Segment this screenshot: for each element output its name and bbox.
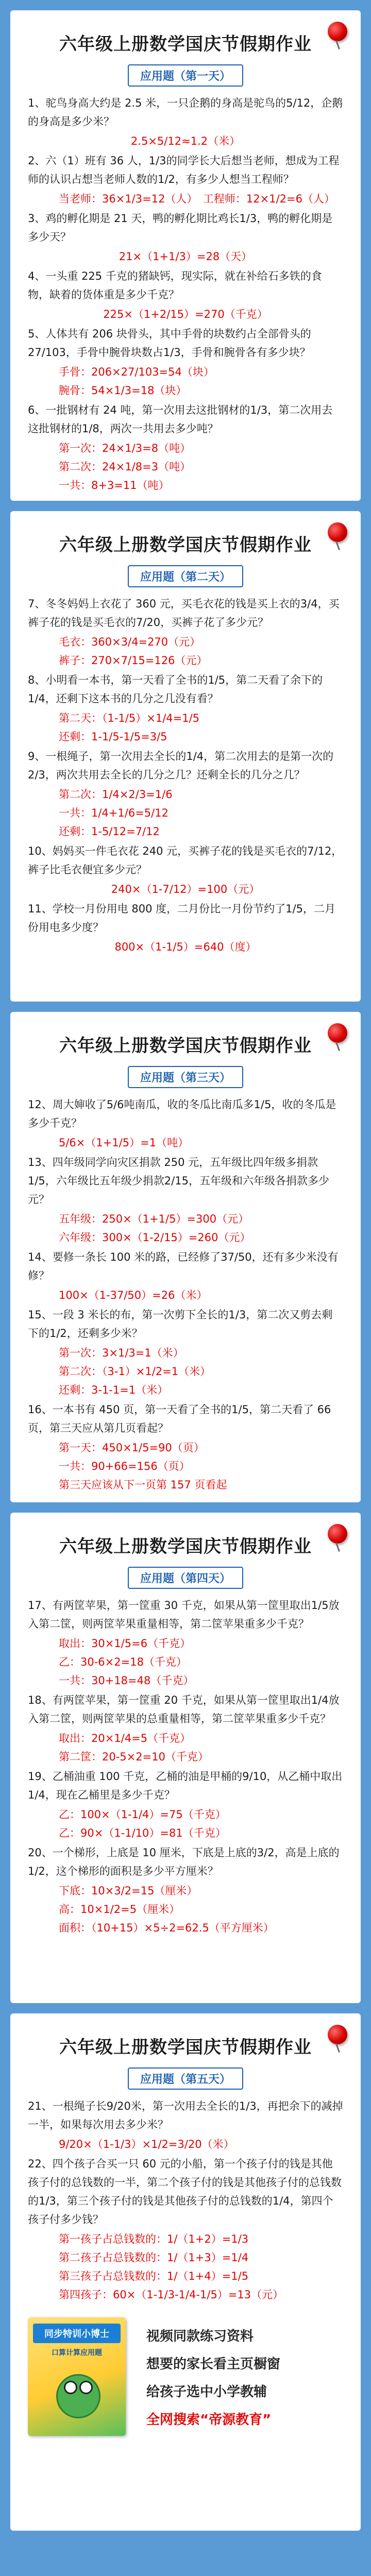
promo-line: 给孩子选中小学教辅 (146, 2384, 267, 2400)
question: 13、四年级同学向灾区捐款 250 元，五年级比四年级多捐款1/5，六年级比五年级少捐款2/15，五年级和六年级各捐款多少元？ (28, 1156, 329, 1206)
answer: 21×（1+1/3）=28（天） (119, 250, 252, 263)
pushpin-icon (328, 522, 347, 542)
answer: 第三孩子占总钱数的：1/（1+4）=1/5 (59, 2270, 249, 2282)
answer: 腕骨：54×1/3=18（块） (59, 384, 187, 397)
section-badge: 应用题（第一天） (128, 64, 243, 87)
section-badge: 应用题（第三天） (128, 1066, 243, 1088)
question: 5、人体共有 206 块骨头，其中手骨的块数约占全部骨头的27/103，手骨中腕骨块数占1/3，手骨和腕骨各有多少块？ (28, 328, 311, 359)
frog-mascot-icon (56, 2374, 100, 2418)
card-title: 六年级上册数学国庆节假期作业 (59, 535, 312, 555)
card-title: 六年级上册数学国庆节假期作业 (59, 2037, 312, 2058)
answer: 面积：（10+15）×5÷2=62.5（平方厘米） (59, 1922, 274, 1934)
question: 21、一根绳子长9/20米，第一次用去全长的1/3，再把余下的减掉一半，如果每次用去多少米？ (28, 2100, 343, 2131)
answer: 还剩：1-5/12=7/12 (59, 825, 160, 838)
question: 8、小明看一本书，第一天看了全书的1/5，第二天看了余下的1/4，还剩下这本书的几分之几没有看？ (28, 674, 323, 705)
answer: 取出：20×1/4=5（千克） (59, 1732, 191, 1744)
page (0, 10, 371, 2531)
answer: 240×（1-7/12）=100（元） (111, 883, 260, 895)
question: 14、要修一条长 100 米的路，已经修了37/50，还有多少米没有修？ (28, 1251, 339, 1282)
question: 2、六（1）班有 36 人，1/3的同学长大后想当老师，想成为工程师的认识占想当老师人数的1/2，有多少人想当工程师？ (28, 155, 340, 185)
answer: 一共：30+18=48（千克） (59, 1674, 194, 1687)
pushpin-icon (328, 22, 347, 41)
workbook-cover-image (28, 2317, 126, 2436)
answer: 高：10×1/2=5（厘米） (59, 1903, 180, 1916)
answer: 乙：90×（1-1/10）=81（千克） (59, 1827, 226, 1839)
question: 18、有两筐苹果，第一筐重 20 千克，如果从第一筐里取出1/4放入第二筐，则两筐苹果的总重量相等，第二筐苹果重多少千克？ (28, 1694, 340, 1725)
answer: 第一天：450×1/5=90（页） (59, 1442, 205, 1454)
section-badge: 应用题（第二天） (128, 565, 243, 587)
answer: 裤子：270×7/15=126（元） (59, 654, 208, 667)
workbook-title: 同步特训小博士 (33, 2324, 121, 2343)
homework-card-day4 (10, 1513, 361, 2003)
pushpin-icon (328, 1524, 347, 1544)
answer: 第二次：1/4×2/3=1/6 (59, 788, 173, 801)
card-title: 六年级上册数学国庆节假期作业 (59, 1536, 312, 1557)
answer: 第二次：24×1/8=3（吨） (59, 461, 191, 473)
section-badge: 应用题（第五天） (128, 2067, 243, 2090)
answer: 一共：1/4+1/6=5/12 (59, 807, 168, 819)
answer: 取出：30×1/5=6（千克） (59, 1637, 191, 1650)
answer: 100×（1-37/50）=26（米） (59, 1289, 208, 1301)
answer: 第二次：（3-1）×1/2=1（米） (59, 1365, 211, 1378)
answer: 乙：30-6×2=18（千克） (59, 1656, 187, 1668)
question: 16、一本书有 450 页，第一天看了全书的1/5，第二天看了 66 页，第三天应从第几页看起？ (28, 1403, 331, 1434)
question: 12、周大婶收了5/6吨南瓜，收的冬瓜比南瓜多1/5，收的冬瓜是多少千克？ (28, 1098, 336, 1129)
answer: 还剩：3-1-1=1（米） (59, 1384, 168, 1396)
answer: 第二天：（1-1/5）×1/4=1/5 (59, 712, 200, 724)
question: 7、冬冬妈妈上衣花了 360 元，买毛衣花的钱是买上衣的3/4，买裤子花的钱是买毛衣的7/20，买裤子花了多少元？ (28, 598, 340, 629)
question: 17、有两筐苹果，第一筐重 30 千克，如果从第一筐里取出1/5放入第二筐，则两筐苹果重量相等，第二筐苹果重多少千克？ (28, 1599, 340, 1630)
answer: 还剩：1-1/5-1/5=3/5 (59, 731, 167, 743)
answer: 第一次：24×1/3=8（吨） (59, 442, 191, 454)
answer: 一共：8+3=11（吨） (59, 479, 170, 492)
answer: 第二筐：20-5×2=10（千克） (59, 1751, 209, 1763)
homework-card-day5 (10, 2013, 361, 2531)
card-title: 六年级上册数学国庆节假期作业 (59, 1036, 312, 1056)
answer: 毛衣：360×3/4=270（元） (59, 636, 201, 648)
answer: 六年级：300×（1-2/15）=260（元） (59, 1231, 251, 1244)
answer: 一共：90+66=156（页） (59, 1460, 190, 1472)
question: 4、一头重 225 千克的猪缺钙，现实际，就在补给石多铁的食物，缺着的货体重是多少千克？ (28, 270, 322, 301)
question: 22、四个孩子合买一只 60 元的小船，第一个孩子付的钱是其他孩子付的总钱数的一半，第二个孩子付的钱是其他孩子付的总钱数的1/3，第三个孩子付的钱是其他孩子付的总钱数的1/4，第四个孩子付多少钱？ (28, 2158, 342, 2226)
question: 19、乙桶油重 100 千克，乙桶的油是甲桶的9/10，从乙桶中取出1/4，现在乙桶里是多少千克？ (28, 1770, 343, 1801)
promo-line: 全网搜索“帝源教育” (146, 2412, 272, 2428)
section-badge: 应用题（第四天） (128, 1567, 243, 1589)
promo-line: 想要的家长看主页橱窗 (146, 2357, 281, 2372)
promo-line: 视频同款练习资料 (146, 2329, 254, 2344)
answer: 第一次：3×1/3=1（米） (59, 1347, 184, 1359)
answer: 225×（1+2/15）=270（千克） (103, 308, 268, 320)
answer: 手骨：206×27/103=54（块） (59, 366, 214, 378)
question: 10、妈妈买一件毛衣花 240 元，买裤子花的钱是买毛衣的7/12，裤子比毛衣便宜多少元？ (28, 845, 343, 876)
question: 15、一段 3 米长的布，第一次剪下全长的1/3，第二次又剪去剩下的1/2，还剩多少米？ (28, 1309, 333, 1340)
answer: 下底：10×3/2=15（厘米） (59, 1885, 198, 1897)
answer: 当老师：36×1/3=12（人） 工程师：12×1/2=6（人） (59, 193, 335, 205)
pushpin-icon (328, 2025, 347, 2044)
answer: 第二孩子占总钱数的：1/（1+3）=1/4 (59, 2251, 249, 2264)
question: 11、学校一月份用电 800 度，二月份比一月份节约了1/5，二月份用电多少度？ (28, 903, 335, 934)
answer: 乙：100×（1-1/4）=75（千克） (59, 1808, 226, 1821)
question: 1、驼鸟身高大约是 2.5 米，一只企鹅的身高是驼鸟的5/12，企鹅的身高是多少米？ (28, 97, 343, 128)
promo-text (146, 2317, 280, 2434)
card-title: 六年级上册数学国庆节假期作业 (59, 34, 312, 55)
question: 9、一根绳子，第一次用去全长的1/4，第二次用去的是第一次的2/3，两次共用去全长的几分之几？还剩全长的几分之几？ (28, 750, 334, 781)
pushpin-icon (328, 1023, 347, 1043)
question: 6、一批钢材有 24 吨，第一次用去这批钢材的1/3，第二次用去这批钢材的1/8，两次一共用去多少吨？ (28, 404, 333, 435)
promo-block (28, 2317, 343, 2436)
answer: 第四孩子：60×（1-1/3-1/4-1/5）=13（元） (59, 2289, 284, 2301)
answer: 9/20×（1-1/3）×1/2=3/20（米） (59, 2138, 234, 2150)
workbook-subtitle: 口算计算应用题 (52, 2349, 102, 2357)
answer: 第一孩子占总钱数的：1/（1+2）=1/3 (59, 2233, 249, 2245)
homework-card-day3 (10, 1012, 361, 1502)
answer: 5/6×（1+1/5）=1（吨） (59, 1137, 189, 1149)
question: 20、一个梯形，上底是 10 厘米，下底是上底的3/2，高是上底的1/2，这个梯形的面积是多少平方厘米？ (28, 1846, 340, 1877)
question: 3、鸡的孵化期是 21 天，鸭的孵化期比鸡长1/3，鸭的孵化期是多少天？ (28, 212, 333, 243)
answer: 800×（1-1/5）=640（度） (114, 941, 257, 953)
answer: 2.5×5/12≈1.2（米） (130, 135, 241, 147)
homework-card-day2 (10, 511, 361, 1002)
homework-card-day1 (10, 10, 361, 501)
answer: 五年级：250×（1+1/5）=300（元） (59, 1213, 249, 1225)
answer: 第三天应该从下一页第 157 页看起 (59, 1479, 227, 1491)
